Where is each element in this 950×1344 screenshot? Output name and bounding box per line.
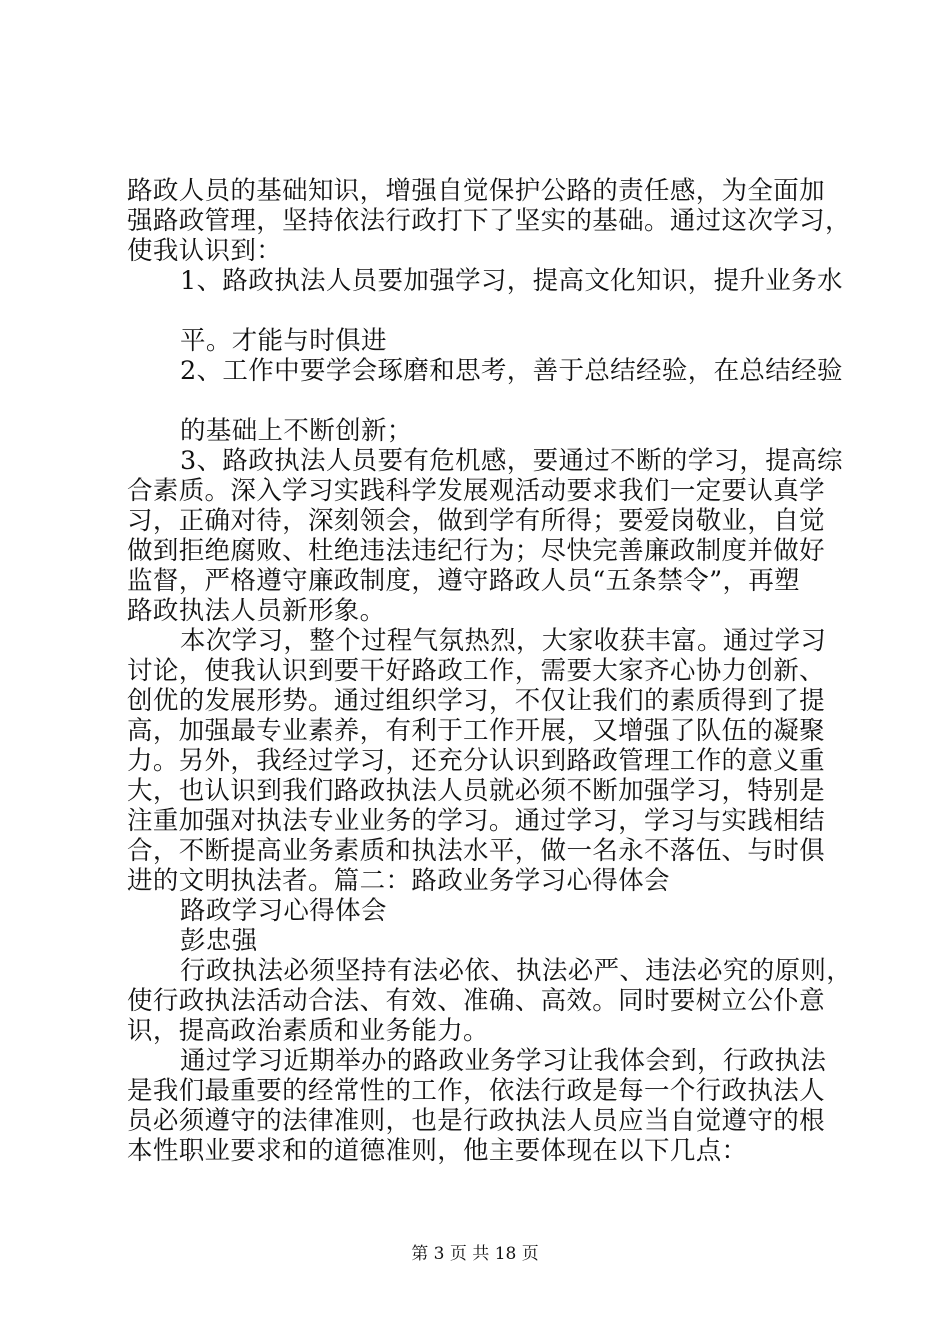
- paragraph-start: 通过学习近期举办的路政业务学习让我体会到，行政执法: [180, 1046, 827, 1076]
- list-item-1-line-2: 平。才能与时俱进: [180, 326, 387, 356]
- text-line: 识，提高政治素质和业务能力。: [127, 1016, 489, 1046]
- text-line: 强路政管理，坚持依法行政打下了坚实的基础。通过这次学习，: [127, 206, 851, 236]
- text-line: 进的文明执法者。篇二：路政业务学习心得体会: [127, 866, 670, 896]
- text-line: 员必须遵守的法律准则，也是行政执法人员应当自觉遵守的根: [127, 1106, 825, 1136]
- text-line: 大，也认识到我们路政执法人员就必须不断加强学习，特别是: [127, 776, 825, 806]
- page-footer: [0, 1243, 950, 1265]
- text-line: 做到拒绝腐败、杜绝违法违纪行为；尽快完善廉政制度并做好: [127, 536, 825, 566]
- text-line: 使行政执法活动合法、有效、准确、高效。同时要树立公仆意: [127, 986, 825, 1016]
- list-item-2-line-2: 的基础上不断创新；: [180, 416, 413, 446]
- text-line: 监督，严格遵守廉政制度，遵守路政人员“五条禁令”，再塑: [127, 566, 801, 596]
- text-line: 高，加强最专业素养，有利于工作开展，又增强了队伍的凝聚: [127, 716, 825, 746]
- text-line: 合素质。深入学习实践科学发展观活动要求我们一定要认真学: [127, 476, 825, 506]
- page-number: 第 3 页 共 18 页: [411, 1244, 539, 1264]
- text-line: 讨论，使我认识到要干好路政工作，需要大家齐心协力创新、: [127, 656, 825, 686]
- document-body: [127, 176, 853, 1166]
- text-line: 路政执法人员新形象。: [127, 596, 386, 626]
- text-line: 创优的发展形势。通过组织学习，不仅让我们的素质得到了提: [127, 686, 825, 716]
- text-line: 是我们最重要的经常性的工作，依法行政是每一个行政执法人: [127, 1076, 825, 1106]
- text-line: 使我认识到：: [127, 236, 283, 266]
- text-line: 本性职业要求和的道德准则，他主要体现在以下几点：: [127, 1136, 748, 1166]
- author-name: 彭忠强: [180, 926, 258, 956]
- text-line: 注重加强对执法专业业务的学习。通过学习，学习与实践相结: [127, 806, 825, 836]
- paragraph-start: 本次学习，整个过程气氛热烈，大家收获丰富。通过学习: [180, 626, 827, 656]
- list-item-3-line-1: 3、路政执法人员要有危机感，要通过不断的学习，提高综: [180, 446, 843, 476]
- text-line: 力。另外，我经过学习，还充分认识到路政管理工作的意义重: [127, 746, 825, 776]
- text-line: 合，不断提高业务素质和执法水平，做一名永不落伍、与时俱: [127, 836, 825, 866]
- section-title: 路政学习心得体会: [180, 896, 387, 926]
- paragraph-start: 行政执法必须坚持有法必依、执法必严、违法必究的原则，: [180, 956, 853, 986]
- text-line: 路政人员的基础知识，增强自觉保护公路的责任感，为全面加: [127, 176, 825, 206]
- list-item-1-line-1: 1、路政执法人员要加强学习，提高文化知识，提升业务水: [180, 266, 843, 296]
- list-item-2-line-1: 2、工作中要学会琢磨和思考，善于总结经验，在总结经验: [180, 356, 843, 386]
- text-line: 习，正确对待，深刻领会，做到学有所得；要爱岗敬业，自觉: [127, 506, 825, 536]
